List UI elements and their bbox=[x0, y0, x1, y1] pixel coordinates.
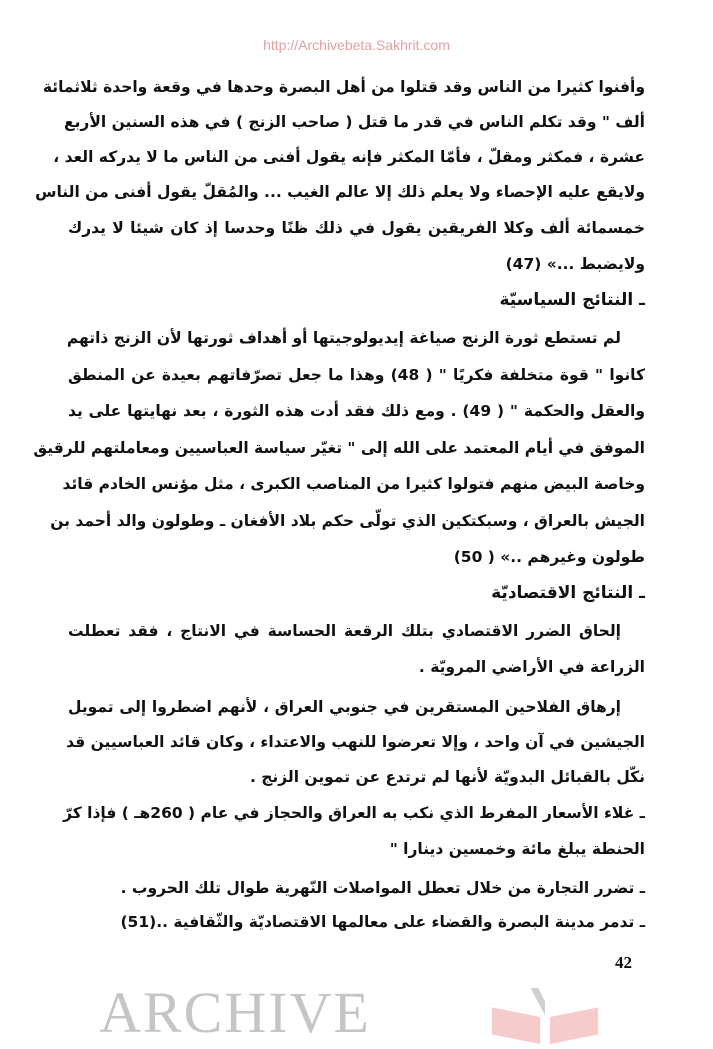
text-line: لم تستطع ثورة الزنج صياغة إيديولوجيتها أو أهداف ثورتها لأن الزنج ذاتهم bbox=[66, 329, 621, 347]
text-line: الجيشين في آن واحد ، وإلا تعرضوا للنهب والاعتداء ، وكان قائد العباسيين قد bbox=[66, 733, 645, 751]
text-line: ـ تدمر مدينة البصرة والقضاء على معالمها الاقتصاديّة والثّقافية ..(51) bbox=[120, 913, 645, 931]
text-line: إرهاق الفلاحين المستقرين في جنوبي العراق ، لأنهم اضطروا إلى تمويل bbox=[68, 698, 621, 716]
archive-logo-icon bbox=[480, 988, 610, 1046]
text-line: كانوا " قوة متخلفة فكريًا " ( 48) وهذا ما جعل تصرّفاتهم بعيدة عن المنطق bbox=[68, 366, 646, 384]
text-line: وأفنوا كثيرا من الناس وقد قتلوا من أهل البصرة وحدها في وقعة واحدة ثلاثمائة bbox=[42, 78, 645, 96]
text-line: الحنطة يبلغ مائة وخمسين دينارا " bbox=[389, 840, 645, 858]
section-heading-political: ـ النتائج السياسيّة bbox=[499, 290, 645, 310]
page-number: 42 bbox=[615, 953, 632, 972]
text-line: طولون وغيرهم ..» ( 50) bbox=[453, 548, 645, 566]
text-line: إلحاق الضرر الاقتصادي بتلك الرقعة الحساسة في الانتاج ، فقد تعطلت bbox=[68, 622, 621, 640]
text-line: ألف " وقد تكلم الناس في قدر ما قتل ( صاحب الزنج ) في هذه السنين الأربع bbox=[63, 113, 645, 131]
text-line: ـ تضرر التجارة من خلال تعطل المواصلات النّهرية طوال تلك الحروب . bbox=[120, 879, 645, 897]
text-line: والعقل والحكمة " ( 49) . ومع ذلك فقد أدت هذه الثورة ، بعد نهايتها على يد bbox=[68, 402, 646, 420]
text-line: ـ غلاء الأسعار المفرط الذي نكب به العراق والحجاز في عام ( 260هـ ) فإذا كرّ bbox=[63, 804, 645, 822]
text-line: خمسمائة ألف وكلا الفريقين يقول في ذلك ظنًا وحدسا إذ كان شيئا لا يدرك bbox=[68, 219, 645, 237]
text-line: نكّل بالقبائل البدويّة لأنها لم ترتدع عن تموين الزنج . bbox=[249, 768, 645, 786]
text-line: عشرة ، فمكثر ومقلّ ، فأمّا المكثر فإنه يقول أفنى من الناس ما لا يدركه العد ، bbox=[53, 148, 645, 166]
watermark-url: http://Archivebeta.Sakhrit.com bbox=[263, 37, 450, 53]
watermark-title: ARCHIVE bbox=[99, 980, 371, 1045]
section-heading-economic: ـ النتائج الاقتصاديّة bbox=[491, 583, 645, 603]
text-line: ولايقع عليه الإحصاء ولا يعلم ذلك إلا عالم الغيب ... والمُقلّ يقول أفنى من الناس bbox=[35, 183, 645, 201]
text-line: الموفق في أيام المعتمد على الله إلى " تغيّر سياسة العباسيين ومعاملتهم للرقيق bbox=[33, 439, 645, 457]
text-line: ولايضبط ...» (47) bbox=[505, 255, 645, 273]
text-line: الزراعة في الأراضي المرويّة . bbox=[418, 658, 645, 676]
text-line: الجيش بالعراق ، وسبكتكين الذي تولّى حكم بلاد الأفغان ـ وطولون والد أحمد بن bbox=[50, 512, 645, 530]
text-line: وخاصة البيض منهم فتولوا كثيرا من المناصب الكبرى ، مثل مؤنس الخادم قائد bbox=[62, 475, 645, 493]
